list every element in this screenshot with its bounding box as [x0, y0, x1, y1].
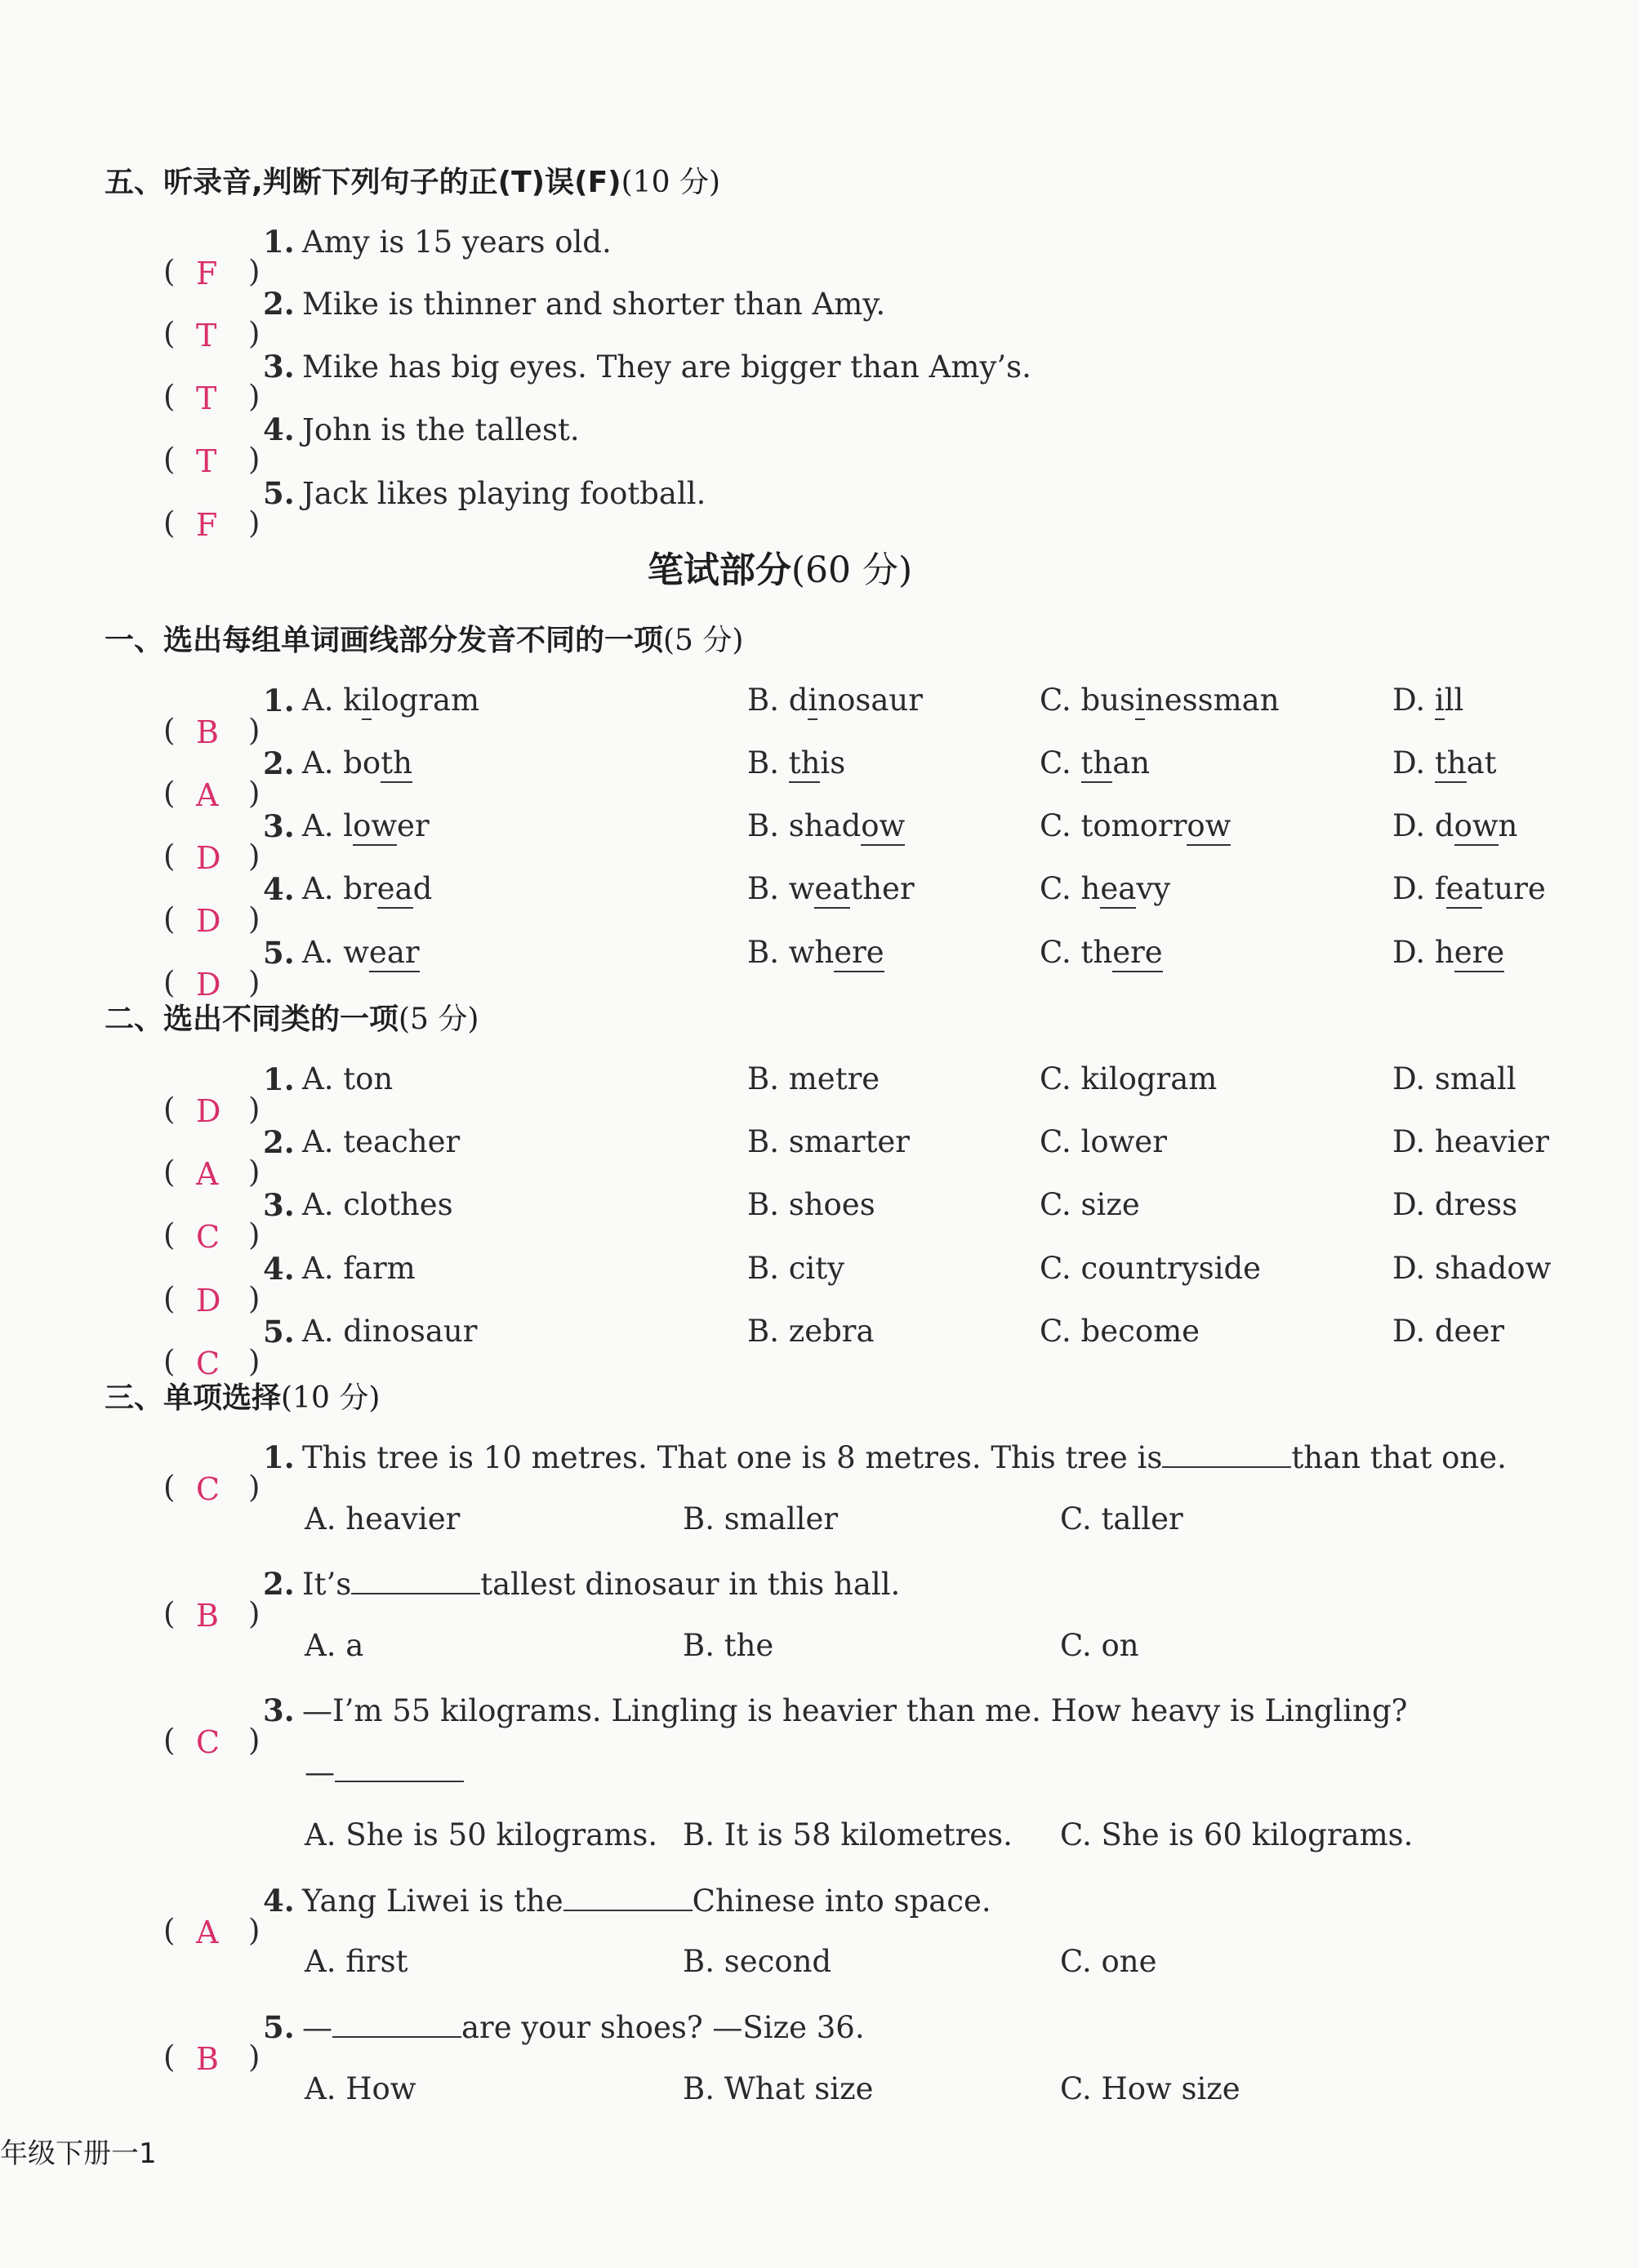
- choice-option-b: B. the: [683, 1628, 774, 1663]
- answer-mark: T: [196, 380, 217, 416]
- option-b: B. zebra: [747, 1314, 875, 1349]
- written-title-text: 笔试部分: [647, 549, 791, 591]
- answer-blank: [563, 1885, 693, 1911]
- option-letter: B.: [747, 683, 789, 718]
- answer-mark: C: [196, 1345, 220, 1381]
- underlined-letters: ea: [377, 871, 413, 909]
- answer-mark: A: [196, 1914, 219, 1950]
- option-letter: D.: [1392, 808, 1435, 843]
- word-part: h: [1434, 935, 1454, 970]
- option-letter: C.: [1040, 871, 1081, 906]
- item-text: Jack likes playing football.: [302, 476, 706, 511]
- option-b: B. shoes: [747, 1187, 875, 1222]
- choice-question-5: [163, 2008, 865, 2077]
- item-number: 2.: [263, 286, 295, 322]
- answer-blank: [332, 2012, 461, 2038]
- tf-item-1: [163, 222, 612, 291]
- word-part: vy: [1136, 871, 1171, 906]
- right-paren: ): [248, 713, 261, 748]
- word-part: nosaur: [817, 683, 923, 718]
- part5-heading-text: 五、听录音,判断下列句子的正(T)误(F): [105, 166, 621, 199]
- choice-option-b: B. smaller: [683, 1501, 839, 1536]
- right-paren: ): [248, 1154, 261, 1190]
- option-b: [747, 681, 923, 720]
- word-part: d: [788, 683, 808, 718]
- option-a: [302, 869, 432, 909]
- option-letter: B.: [747, 808, 789, 843]
- left-paren: (: [163, 379, 176, 414]
- part1-heading: [105, 617, 743, 659]
- right-paren: ): [248, 316, 261, 351]
- pronunciation-item-2: [163, 744, 1552, 813]
- part1-points: (5 分): [663, 624, 744, 657]
- answer-mark: T: [196, 318, 217, 354]
- item-number: 5.: [263, 2009, 295, 2045]
- pronunciation-item-3: [163, 807, 1552, 876]
- word-part: d: [1434, 808, 1454, 843]
- left-paren: (: [163, 1344, 176, 1379]
- left-paren: (: [163, 838, 176, 874]
- pronunciation-item-5: [163, 933, 1552, 1003]
- option-letter: D.: [1392, 935, 1435, 970]
- item-number: 4.: [263, 871, 295, 907]
- option-c: [1040, 869, 1170, 909]
- item-number: 4.: [263, 411, 295, 447]
- word-part: shad: [788, 808, 862, 843]
- underlined-letters: i: [808, 683, 817, 720]
- option-d: D. heavier: [1392, 1124, 1549, 1159]
- category-item-4: [163, 1249, 1552, 1319]
- choice-option-c: C. How size: [1060, 2071, 1240, 2106]
- word-part: nessman: [1144, 683, 1280, 718]
- option-d: [1392, 807, 1517, 846]
- answer-blank: [1162, 1442, 1291, 1468]
- option-b: [747, 744, 845, 783]
- tf-item-3: [163, 347, 1031, 416]
- left-paren: (: [163, 713, 176, 748]
- word-part: l: [343, 808, 354, 843]
- option-letter: A.: [302, 871, 344, 906]
- right-paren: ): [248, 776, 261, 811]
- right-paren: ): [248, 505, 261, 540]
- option-d: [1392, 933, 1504, 972]
- item-text: John is the tallest.: [302, 412, 580, 447]
- option-a: [302, 681, 479, 720]
- option-c: C. become: [1040, 1314, 1200, 1349]
- question-text-after: Chinese into space.: [692, 1883, 991, 1919]
- underlined-letters: i: [1435, 683, 1445, 720]
- left-paren: (: [163, 965, 176, 1000]
- page-footer: 年级下册一1: [0, 2137, 157, 2170]
- word-part: d: [412, 871, 433, 906]
- item-number: 2.: [263, 1566, 295, 1602]
- tf-item-4: [163, 410, 580, 479]
- right-paren: ): [248, 1281, 261, 1316]
- option-d: D. dress: [1392, 1187, 1518, 1222]
- choice-option-c: C. on: [1060, 1628, 1139, 1663]
- option-d: [1392, 681, 1463, 720]
- item-number: 1.: [263, 683, 295, 718]
- choice-option-a: A. She is 50 kilograms.: [305, 1817, 658, 1852]
- option-c: C. countryside: [1040, 1251, 1262, 1286]
- item-number: 5.: [263, 475, 295, 511]
- choice-question-1: [163, 1438, 1507, 1507]
- choice-option-b: B. It is 58 kilometres.: [683, 1817, 1013, 1852]
- option-letter: D.: [1392, 871, 1435, 906]
- choice-option-a: A. a: [305, 1628, 364, 1663]
- left-paren: (: [163, 2039, 176, 2075]
- item-number: 3.: [263, 1692, 295, 1728]
- right-paren: ): [248, 1344, 261, 1379]
- word-part: f: [1434, 871, 1446, 906]
- written-points: (60 分): [791, 549, 913, 591]
- answer-blank: [351, 1568, 480, 1594]
- option-d: D. shadow: [1392, 1251, 1552, 1286]
- option-d: D. deer: [1392, 1314, 1505, 1349]
- option-c: C. kilogram: [1040, 1061, 1218, 1096]
- answer-mark: A: [196, 1156, 219, 1192]
- left-paren: (: [163, 1470, 176, 1505]
- item-number: 1.: [263, 1439, 295, 1475]
- answer-mark: F: [196, 507, 218, 543]
- part2-heading: [105, 996, 479, 1038]
- answer-mark: C: [196, 1219, 220, 1255]
- left-paren: (: [163, 505, 176, 540]
- item-text: Mike is thinner and shorter than Amy.: [302, 287, 886, 322]
- option-b: [747, 869, 915, 909]
- right-paren: ): [248, 838, 261, 874]
- option-a: A. dinosaur: [302, 1314, 478, 1349]
- option-b: [747, 933, 884, 972]
- word-part: an: [1112, 745, 1151, 780]
- choice-option-b: B. What size: [683, 2071, 874, 2106]
- item-number: 4.: [263, 1251, 295, 1287]
- answer-mark: D: [196, 967, 221, 1003]
- question-text-before: It’s: [302, 1567, 352, 1602]
- underlined-letters: th: [789, 745, 821, 783]
- underlined-letters: ea: [1100, 871, 1136, 909]
- option-letter: C.: [1040, 683, 1081, 718]
- option-a: [302, 933, 420, 972]
- underlined-letters: ere: [1454, 935, 1504, 972]
- underlined-letters: ere: [1112, 935, 1162, 972]
- option-letter: B.: [747, 935, 789, 970]
- option-a: [302, 807, 430, 846]
- word-part: br: [343, 871, 377, 906]
- underlined-letters: ow: [1187, 808, 1231, 846]
- option-letter: A.: [302, 745, 344, 780]
- right-paren: ): [248, 901, 261, 936]
- underlined-letters: th: [1435, 745, 1467, 783]
- underlined-letters: i: [362, 683, 372, 720]
- option-b: B. city: [747, 1251, 845, 1286]
- question-text-after: than that one.: [1291, 1440, 1507, 1475]
- part5-heading: [105, 159, 720, 201]
- word-part: ther: [850, 871, 915, 906]
- answer-mark: C: [196, 1724, 220, 1760]
- underlined-letters: ow: [353, 808, 397, 846]
- underlined-letters: ear: [369, 935, 420, 972]
- item-number: 1.: [263, 1061, 295, 1097]
- word-part: w: [788, 871, 815, 906]
- choice-option-c: C. taller: [1060, 1501, 1183, 1536]
- option-d: D. small: [1392, 1061, 1517, 1096]
- item-number: 3.: [263, 349, 295, 385]
- choice-question-3: [163, 1691, 1408, 1760]
- left-paren: (: [163, 1723, 176, 1758]
- answer-mark: B: [196, 1598, 219, 1634]
- choice-question-4: [163, 1881, 991, 1950]
- category-item-2: [163, 1123, 1552, 1192]
- option-c: [1040, 744, 1150, 783]
- item-number: 2.: [263, 1124, 295, 1160]
- category-item-1: [163, 1060, 1552, 1129]
- left-paren: (: [163, 1913, 176, 1948]
- option-a: A. farm: [302, 1251, 416, 1286]
- underlined-letters: th: [381, 745, 412, 783]
- question-text-before: —: [302, 2010, 332, 2045]
- option-b: B. metre: [747, 1061, 880, 1096]
- part1-heading-text: 一、选出每组单词画线部分发音不同的一项: [105, 624, 664, 657]
- part2-heading-text: 二、选出不同类的一项: [105, 1003, 399, 1036]
- question-text-after: tallest dinosaur in this hall.: [480, 1567, 901, 1602]
- part5-points: (10 分): [621, 166, 720, 199]
- question-text-before: —I’m 55 kilograms. Lingling is heavier than me. How heavy is Lingling?: [302, 1693, 1408, 1728]
- item-number: 5.: [263, 935, 295, 971]
- item-text: Mike has big eyes. They are bigger than Amy’s.: [302, 349, 1031, 385]
- word-part: at: [1466, 745, 1497, 780]
- left-paren: (: [163, 776, 176, 811]
- word-part: wh: [788, 935, 835, 970]
- underlined-letters: ere: [834, 935, 884, 972]
- question-text-before: Yang Liwei is the: [302, 1883, 563, 1919]
- option-letter: B.: [747, 871, 789, 906]
- item-number: 3.: [263, 808, 295, 844]
- word-part: logram: [371, 683, 480, 718]
- left-paren: (: [163, 901, 176, 936]
- response-line: [305, 1754, 464, 1790]
- tf-item-2: [163, 284, 886, 354]
- answer-mark: A: [196, 777, 219, 813]
- option-c: [1040, 807, 1231, 846]
- option-a: [302, 744, 412, 783]
- option-b: B. smarter: [747, 1124, 910, 1159]
- answer-mark: D: [196, 1283, 221, 1319]
- choice-option-c: C. one: [1060, 1944, 1157, 1979]
- left-paren: (: [163, 1281, 176, 1316]
- option-c: [1040, 681, 1280, 720]
- word-part: bus: [1080, 683, 1136, 718]
- right-paren: ): [248, 2039, 261, 2075]
- option-letter: A.: [302, 935, 344, 970]
- item-number: 5.: [263, 1314, 295, 1350]
- written-section-title: [0, 540, 1560, 593]
- item-number: 1.: [263, 224, 295, 260]
- underlined-letters: i: [1135, 683, 1145, 720]
- left-paren: (: [163, 1092, 176, 1127]
- option-letter: C.: [1040, 808, 1081, 843]
- right-paren: ): [248, 1723, 261, 1758]
- word-part: ture: [1481, 871, 1546, 906]
- right-paren: ): [248, 1596, 261, 1631]
- underlined-letters: ow: [1454, 808, 1499, 846]
- right-paren: ): [248, 1217, 261, 1252]
- answer-mark: B: [196, 2041, 219, 2077]
- right-paren: ): [248, 254, 261, 289]
- right-paren: ): [248, 1913, 261, 1948]
- left-paren: (: [163, 316, 176, 351]
- category-item-5: [163, 1312, 1552, 1381]
- word-part: er: [397, 808, 430, 843]
- option-c: C. size: [1040, 1187, 1140, 1222]
- right-paren: ): [248, 1470, 261, 1505]
- option-letter: C.: [1040, 935, 1081, 970]
- item-text: Amy is 15 years old.: [302, 225, 612, 260]
- tf-item-5: [163, 474, 706, 543]
- option-letter: A.: [302, 808, 344, 843]
- choice-option-a: A. first: [305, 1944, 408, 1979]
- right-paren: ): [248, 965, 261, 1000]
- underlined-letters: ea: [1446, 871, 1482, 909]
- item-number: 4.: [263, 1883, 295, 1919]
- word-part: bo: [343, 745, 381, 780]
- answer-mark: F: [196, 256, 218, 291]
- option-d: [1392, 869, 1546, 909]
- underlined-letters: th: [1081, 745, 1113, 783]
- option-a: A. ton: [302, 1061, 394, 1096]
- item-number: 3.: [263, 1187, 295, 1223]
- word-part: n: [1498, 808, 1518, 843]
- left-paren: (: [163, 254, 176, 289]
- word-part: w: [343, 935, 369, 970]
- part2-points: (5 分): [399, 1003, 479, 1036]
- left-paren: (: [163, 1154, 176, 1190]
- option-c: [1040, 933, 1163, 972]
- word-part: th: [1080, 935, 1113, 970]
- option-letter: D.: [1392, 745, 1435, 780]
- option-a: A. clothes: [302, 1187, 453, 1222]
- left-paren: (: [163, 442, 176, 477]
- question-text-before: This tree is 10 metres. That one is 8 metres. This tree is: [302, 1440, 1163, 1475]
- right-paren: ): [248, 379, 261, 414]
- word-part: h: [1080, 871, 1101, 906]
- underlined-letters: ea: [814, 871, 850, 909]
- answer-mark: C: [196, 1471, 220, 1507]
- left-paren: (: [163, 1596, 176, 1631]
- answer-mark: D: [196, 840, 221, 876]
- part3-heading: [105, 1375, 380, 1416]
- word-part: k: [343, 683, 362, 718]
- option-letter: B.: [747, 745, 789, 780]
- option-letter: C.: [1040, 745, 1081, 780]
- pronunciation-item-1: [163, 681, 1552, 750]
- question-text-after: are your shoes? —Size 36.: [461, 2010, 865, 2045]
- choice-option-a: A. How: [305, 2071, 416, 2106]
- part3-points: (10 分): [281, 1381, 381, 1415]
- item-number: 2.: [263, 745, 295, 781]
- answer-mark: B: [196, 714, 219, 750]
- choice-option-a: A. heavier: [305, 1501, 461, 1536]
- right-paren: ): [248, 1092, 261, 1127]
- underlined-letters: ow: [861, 808, 905, 846]
- choice-option-b: B. second: [683, 1944, 832, 1979]
- answer-mark: D: [196, 903, 221, 939]
- option-c: C. lower: [1040, 1124, 1167, 1159]
- option-d: [1392, 744, 1497, 783]
- answer-mark: T: [196, 443, 217, 479]
- category-item-3: [163, 1185, 1552, 1255]
- answer-blank: [335, 1756, 464, 1782]
- choice-option-c: C. She is 60 kilograms.: [1060, 1817, 1414, 1852]
- option-letter: A.: [302, 683, 344, 718]
- word-part: tomorr: [1080, 808, 1187, 843]
- dash: —: [305, 1754, 335, 1790]
- pronunciation-item-4: [163, 869, 1552, 939]
- word-part: is: [820, 745, 846, 780]
- option-a: A. teacher: [302, 1124, 461, 1159]
- left-paren: (: [163, 1217, 176, 1252]
- answer-mark: D: [196, 1093, 221, 1129]
- option-b: [747, 807, 905, 846]
- right-paren: ): [248, 442, 261, 477]
- part3-heading-text: 三、单项选择: [105, 1381, 282, 1415]
- option-letter: D.: [1392, 683, 1435, 718]
- choice-question-2: [163, 1564, 901, 1634]
- word-part: ll: [1444, 683, 1464, 718]
